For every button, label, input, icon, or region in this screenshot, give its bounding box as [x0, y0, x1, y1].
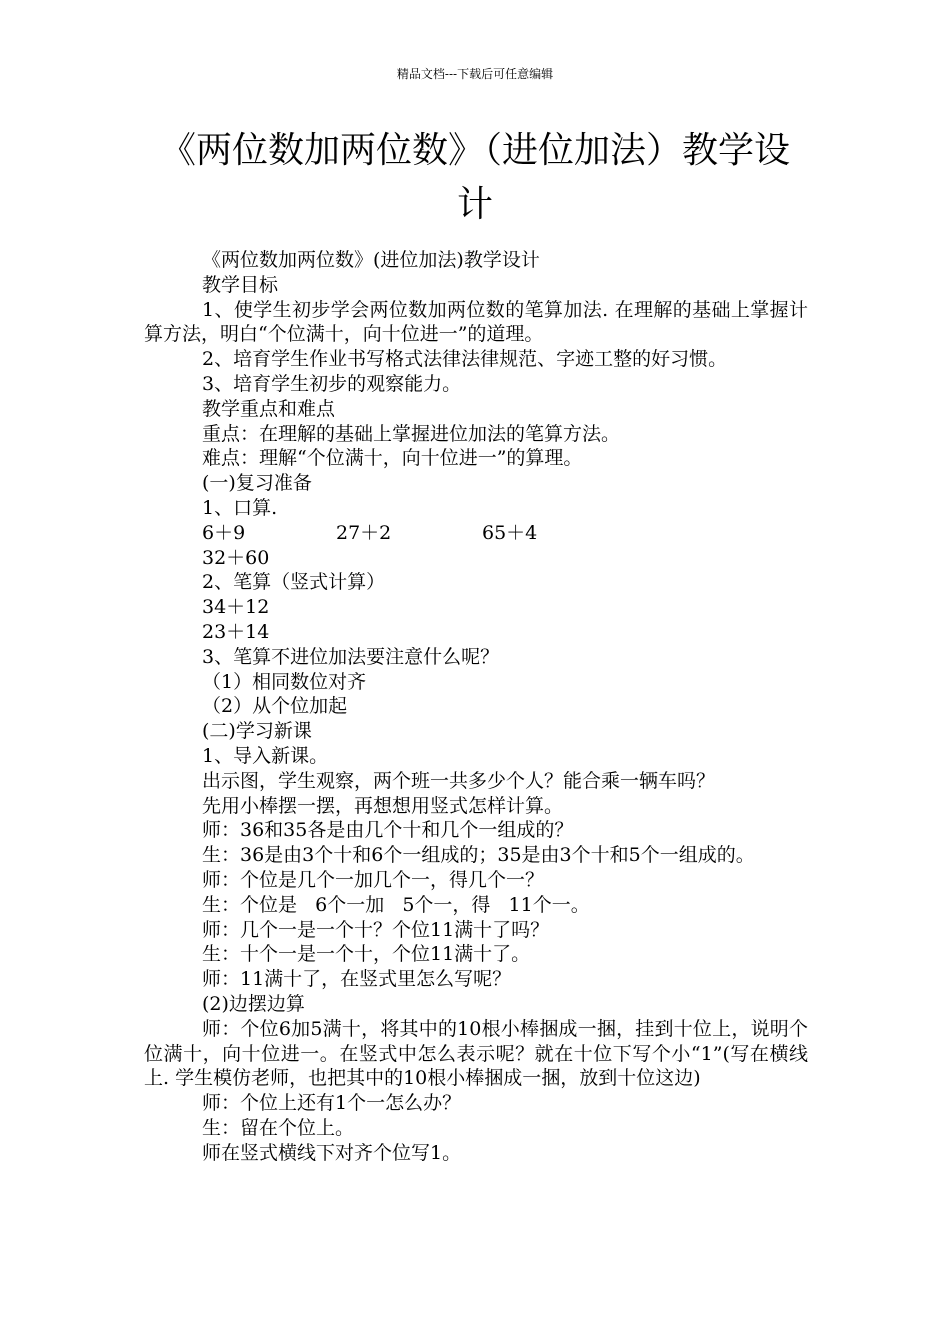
dialogue-line: 师：11满十了，在竖式里怎么写呢？ — [202, 968, 512, 991]
list-item: （1）相同数位对齐 — [202, 670, 367, 693]
paragraph: 先用小棒摆一摆，再想想用竖式怎样计算。 — [202, 794, 564, 817]
paragraph: 出示图，学生观察，两个班一共多少个人？能合乘一辆车吗？ — [202, 769, 716, 792]
section-heading: (二)学习新课 — [202, 720, 312, 743]
document-title: 《两位数加两位数》（进位加法）教学设计 — [159, 130, 790, 225]
section-heading: 教学目标 — [202, 273, 279, 296]
oral-calc-item: 27＋2 — [336, 521, 392, 544]
paragraph: 1、导入新课。 — [202, 744, 329, 767]
section-heading: (2)边摆边算 — [202, 992, 305, 1015]
paragraph: 师在竖式横线下对齐个位写1。 — [202, 1141, 462, 1164]
goal-item: 3、培育学生初步的观察能力。 — [202, 372, 462, 395]
dialogue-line: 师：36和35各是由几个十和几个一组成的？ — [202, 819, 574, 842]
dialogue-line: 生：留在个位上。 — [202, 1116, 355, 1139]
subtitle-line: 《两位数加两位数》(进位加法)教学设计 — [202, 249, 540, 271]
list-item: （2）从个位加起 — [202, 695, 348, 718]
oral-calc-row — [144, 521, 808, 546]
goal-item: 2、培育学生作业书写格式法律法律规范、字迹工整的好习惯。 — [202, 348, 728, 371]
dialogue-line: 师：几个一是一个十？个位11满十了吗？ — [202, 918, 550, 941]
dialogue-line: 生：36是由3个十和6个一组成的；35是由3个十和5个一组成的。 — [202, 844, 755, 867]
dialogue-line: 师：个位是几个一加几个一，得几个一？ — [202, 868, 545, 891]
paragraph: 34＋12 — [202, 596, 270, 619]
page-header: 精品文档---下载后可任意编辑 — [396, 67, 554, 81]
paragraph: 32＋60 — [202, 546, 270, 569]
dialogue-line: 师：个位上还有1个一怎么办？ — [202, 1092, 462, 1115]
dialogue-line: 生：个位是 6个一加 5个一，得 11个一。 — [202, 893, 590, 916]
paragraph: 难点：理解“个位满十，向十位进一”的算理。 — [202, 447, 583, 470]
paragraph: 23＋14 — [202, 620, 270, 643]
document-body — [144, 248, 808, 1165]
goal-item: 1、使学生初步学会两位数加两位数的笔算加法. 在理解的基础上掌握计算方法，明白“个位满十，向十位进一”的道理。 — [144, 298, 808, 346]
paragraph: 1、口算. — [202, 496, 278, 519]
paragraph: 2、笔算（竖式计算） — [202, 571, 386, 594]
oral-calc-item: 65＋4 — [482, 521, 538, 544]
oral-calc-item: 6＋9 — [202, 521, 246, 544]
paragraph: 3、笔算不进位加法要注意什么呢？ — [202, 645, 500, 668]
paragraph: 重点：在理解的基础上掌握进位加法的笔算方法。 — [202, 422, 621, 445]
section-heading: 教学重点和难点 — [202, 397, 336, 420]
dialogue-line: 师：个位6加5满十，将其中的10根小棒捆成一捆，挂到十位上，说明个位满十，向十位进一。在竖式中怎么表示呢？就在十位下写个小“1”(写在横线上. 学生模仿老师，也把其中的10根小棒捆成一捆，放到十位这边) — [144, 1017, 808, 1090]
dialogue-line: 生：十个一是一个十，个位11满十了。 — [202, 943, 531, 966]
section-heading: (一)复习准备 — [202, 472, 312, 495]
